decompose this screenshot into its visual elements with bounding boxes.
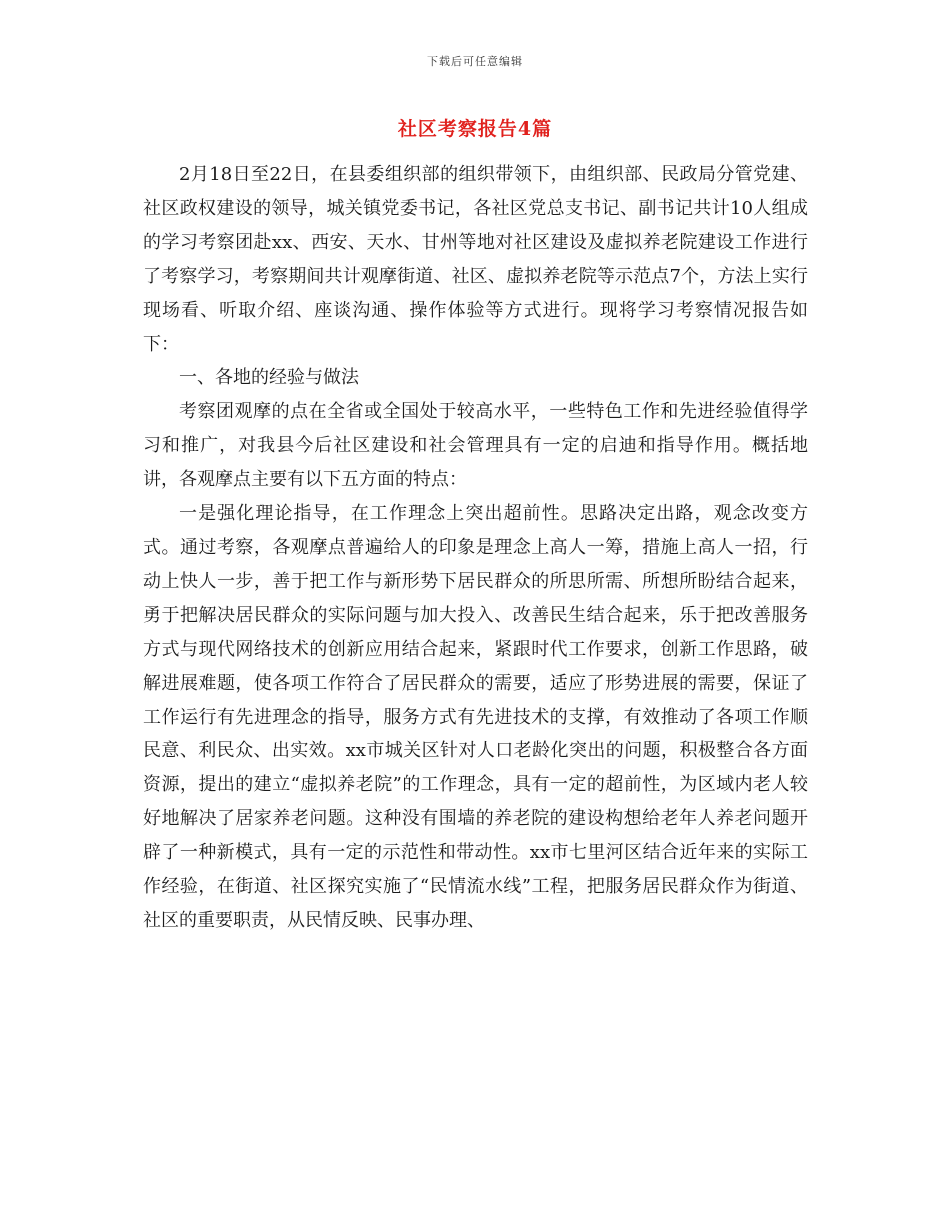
page-header: 下载后可任意编辑 <box>427 55 523 68</box>
document-body <box>143 158 808 938</box>
document-title: 社区考察报告4篇 <box>397 118 553 140</box>
paragraph: 一是强化理论指导，在工作理念上突出超前性。思路决定出路，观念改变方式。通过考察，各观摩点普遍给人的印象是理念上高人一筹，措施上高人一招，行动上快人一步，善于把工作与新形势下居民群众的所思所需、所想所盼结合起来，勇于把解决居民群众的实际问题与加大投入、改善民生结合起来，乐于把改善服务方式与现代网络技术的创新应用结合起来，紧跟时代工作要求，创新工作思路，破解进展难题，使各项工作符合了居民群众的需要，适应了形势进展的需要，保证了工作运行有先进理念的指导，服务方式有先进技术的支撑，有效推动了各项工作顺民意、利民众、出实效。xx市城关区针对人口老龄化突出的问题，积极整合各方面资源，提出的建立“虚拟养老院”的工作理念，具有一定的超前性，为区域内老人较好地解决了居家养老问题。这种没有围墙的养老院的建设构想给老年人养老问题开辟了一种新模式，具有一定的示范性和带动性。xx市七里河区结合近年来的实际工作经验，在街道、社区探究实施了“民情流水线”工程，把服务居民群众作为街道、社区的重要职责，从民情反映、民事办理、 <box>143 503 808 931</box>
paragraph: 2月18日至22日，在县委组织部的组织带领下，由组织部、民政局分管党建、社区政权建设的领导，城关镇党委书记，各社区党总支书记、副书记共计10人组成的学习考察团赴xx、西安、天水、甘州等地对社区建设及虚拟养老院建设工作进行了考察学习，考察期间共计观摩街道、社区、虚拟养老院等示范点7个，方法上实行现场看、听取介绍、座谈沟通、操作体验等方式进行。现将学习考察情况报告如下： <box>143 164 808 355</box>
section-heading: 一、各地的经验与做法 <box>179 367 359 389</box>
paragraph: 考察团观摩的点在全省或全国处于较高水平，一些特色工作和先进经验值得学习和推广，对我县今后社区建设和社会管理具有一定的启迪和指导作用。概括地讲，各观摩点主要有以下五方面的特点： <box>143 401 808 491</box>
